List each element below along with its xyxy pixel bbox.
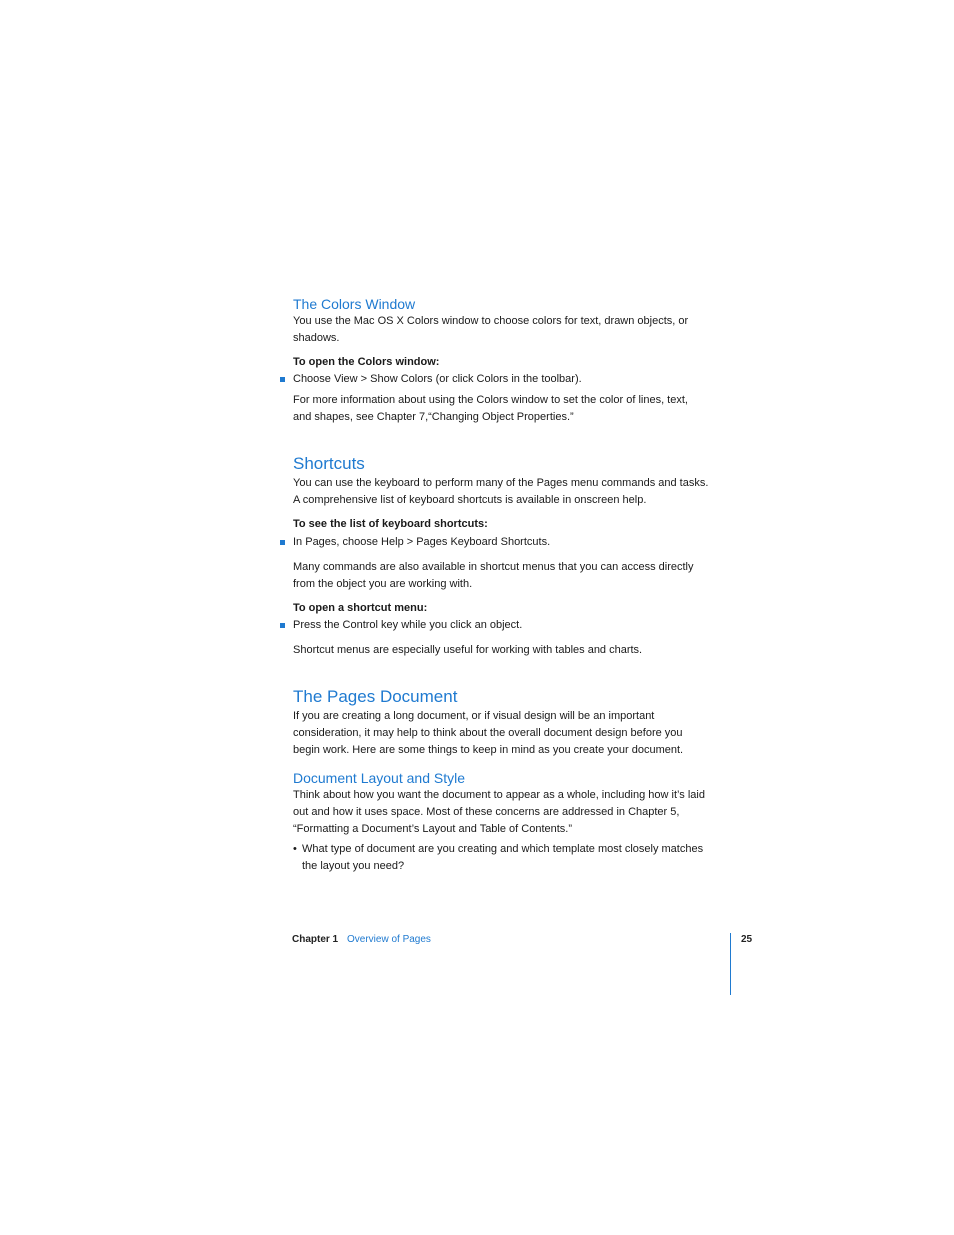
footer-chapter-title: Overview of Pages — [347, 934, 431, 945]
square-bullet-icon — [280, 540, 285, 545]
heading-colors-window: The Colors Window — [293, 296, 416, 312]
text-line: What type of document are you creating and which template most closely matches — [302, 843, 704, 855]
footer-divider — [730, 933, 731, 995]
text-line: out and how it uses space. Most of these concerns are addressed in Chapter 5, — [293, 806, 680, 818]
colors-more-info — [293, 392, 688, 426]
shortcuts-intro — [293, 475, 708, 509]
layout-intro — [293, 787, 705, 838]
heading-pages-document: The Pages Document — [293, 687, 458, 706]
list-item — [293, 371, 582, 388]
text-line: Many commands are also available in shortcut menus that you can access directly — [293, 561, 694, 573]
colors-intro — [293, 313, 688, 347]
dot-bullet-icon: • — [293, 843, 297, 855]
footer-chapter: Chapter 1 — [292, 934, 339, 945]
text-line: “Formatting a Document’s Layout and Table of Contents.” — [293, 823, 573, 835]
task-heading: To open the Colors window: — [293, 356, 440, 368]
text-line: You use the Mac OS X Colors window to choose colors for text, drawn objects, or — [293, 315, 689, 327]
text-line: A comprehensive list of keyboard shortcuts is available in onscreen help. — [293, 494, 647, 506]
heading-shortcuts: Shortcuts — [293, 454, 365, 473]
text-line: Shortcut menus are especially useful for working with tables and charts. — [293, 644, 643, 656]
text-line: shadows. — [293, 332, 340, 344]
text-line: Think about how you want the document to appear as a whole, including how it’s laid — [293, 789, 705, 801]
text-line: You can use the keyboard to perform many of the Pages menu commands and tasks. — [293, 477, 709, 489]
page-number: 25 — [741, 934, 753, 945]
text-line: Press the Control key while you click an object. — [293, 619, 523, 631]
heading-document-layout: Document Layout and Style — [293, 770, 465, 786]
shortcuts-para — [293, 642, 642, 659]
shortcuts-para — [293, 559, 693, 593]
list-item — [293, 841, 703, 875]
text-line: For more information about using the Colors window to set the color of lines, text, — [293, 394, 688, 406]
square-bullet-icon — [280, 377, 285, 382]
text-line: consideration, it may help to think about the overall document design before you — [293, 727, 683, 739]
pages-document-intro — [293, 708, 683, 759]
text-line: and shapes, see Chapter 7,“Changing Object Properties.” — [293, 411, 574, 423]
text-line: In Pages, choose Help > Pages Keyboard Shortcuts. — [293, 536, 551, 548]
text-line: the layout you need? — [302, 860, 405, 872]
task-heading: To open a shortcut menu: — [293, 602, 428, 614]
list-item — [293, 534, 550, 551]
list-item — [293, 617, 522, 634]
text-line: Choose View > Show Colors (or click Colors in the toolbar). — [293, 373, 582, 385]
text-line: If you are creating a long document, or if visual design will be an important — [293, 710, 655, 722]
text-line: begin work. Here are some things to keep in mind as you create your document. — [293, 744, 684, 756]
task-heading: To see the list of keyboard shortcuts: — [293, 518, 488, 530]
square-bullet-icon — [280, 623, 285, 628]
text-line: from the object you are working with. — [293, 578, 473, 590]
